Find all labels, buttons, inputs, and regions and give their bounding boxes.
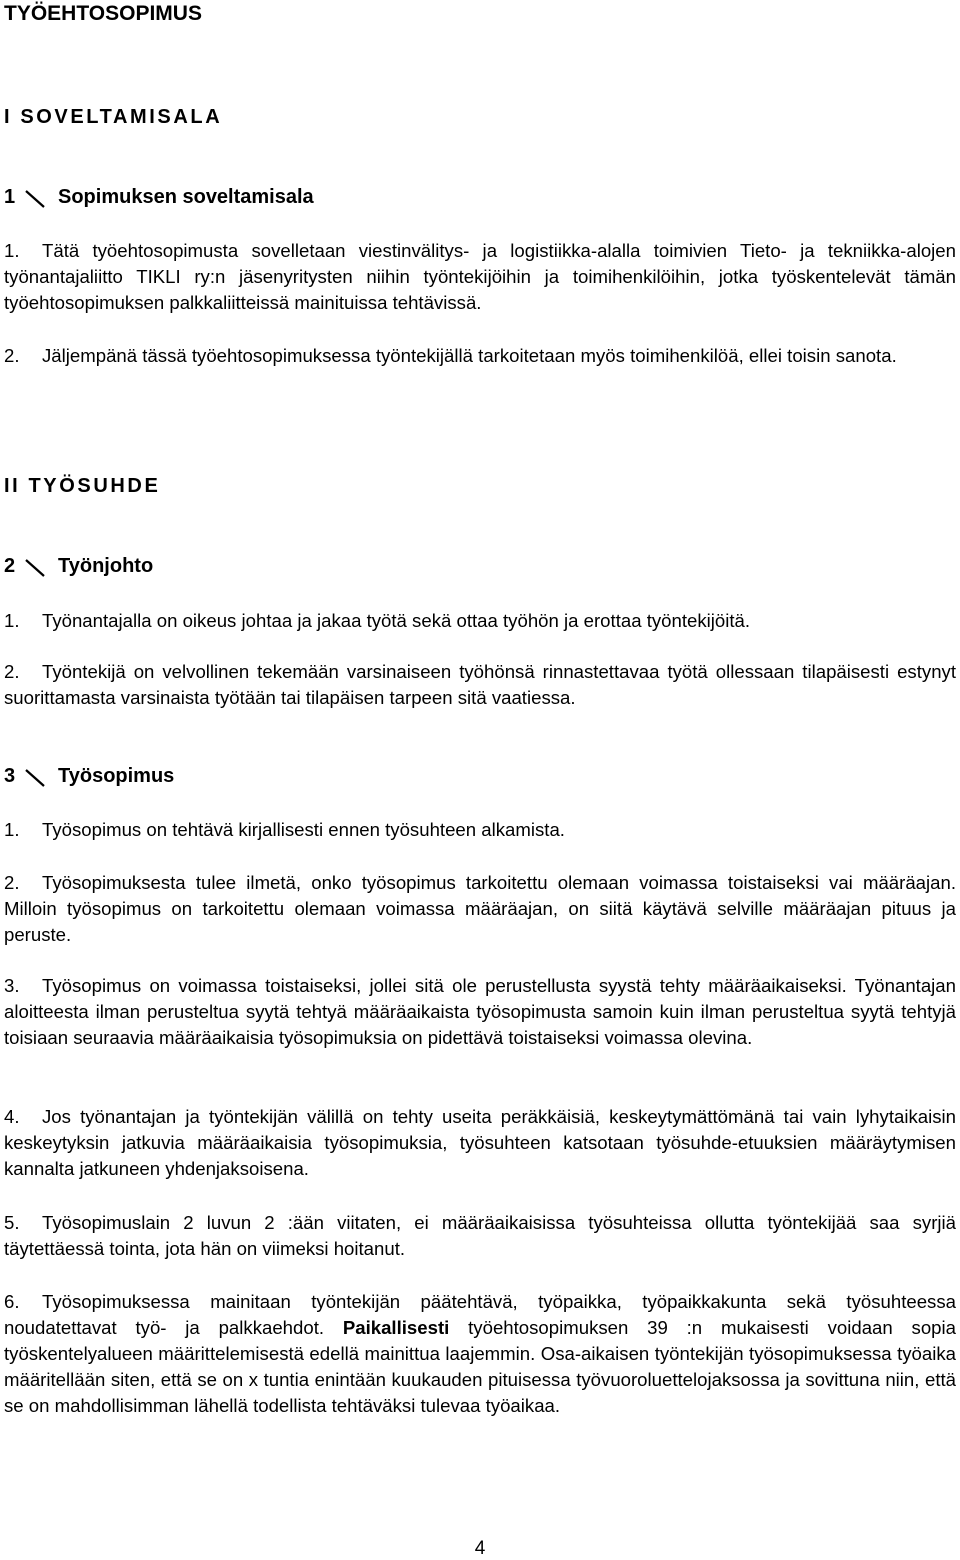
section-title: Työsopimus <box>58 765 175 787</box>
paragraph-bold-term: Paikallisesti <box>342 1317 450 1338</box>
paragraph-text: Jos työnantajan ja työntekijän välillä on tehty useita peräkkäisiä, keskeytymättömänä tai vain lyhytaikaisin keskeytyksin jatkuvia määräaikaisia työsopimuksia, työsuhteen katsotaan työsuhde-etuuksien määräytymisen kannalta jatkuneen yhdenjaksoisena. <box>4 1106 956 1179</box>
paragraph-text: Tätä työehtosopimusta sovelletaan viestinvälitys- ja logistiikka-alalla toimivien Tieto- ja tekniikka-alojen työnantajaliitto TIKLI ry:n jäsenyritysten niihin työntekijöihin ja toimihenkilöihin, jotka työskentelevät tämän työehtosopimuksen palkkaliitteissä mainituissa tehtävissä. <box>4 240 956 313</box>
paragraph-number: 1. <box>4 610 20 631</box>
paragraph-number: 3. <box>4 975 20 996</box>
section-title: Työnjohto <box>58 555 154 577</box>
paragraph-number: 2. <box>4 345 20 366</box>
paragraph-2-2 <box>4 659 956 711</box>
paragraph-3-3 <box>4 973 956 1051</box>
paragraph-3-2 <box>4 870 956 948</box>
paragraph-number: 2. <box>4 872 20 893</box>
section-number: 1 <box>4 186 16 208</box>
section-number: 2 <box>4 555 16 577</box>
section-title: Sopimuksen soveltamisala <box>58 186 314 208</box>
paragraph-3-6 <box>4 1289 956 1419</box>
paragraph-3-1 <box>4 817 956 843</box>
paragraph-text: Työsopimuslain 2 luvun 2 :ään viitaten, ei määräaikaisissa työsuhteissa ollutta työntekijää saa syrjiä täytettäessä tointa, jota hän on viimeksi hoitanut. <box>4 1212 956 1259</box>
paragraph-text: Työsopimuksesta tulee ilmetä, onko työsopimus tarkoitettu olemaan voimassa toistaiseksi vai määräajan. Milloin työsopimus on tarkoitettu olemaan voimassa määräajan, on siitä käytävä selville määräajan pituus ja peruste. <box>4 872 956 945</box>
paragraph-text: Työntekijä on velvollinen tekemään varsinaiseen työhönsä rinnastettavaa työtä ollessaan tilapäisesti estynyt suorittamasta varsinaista työtään tai tilapäisen tarpeen sitä vaatiessa. <box>4 661 956 708</box>
section-heading-3 <box>4 765 174 788</box>
paragraph-1-2 <box>4 343 956 369</box>
paragraph-number: 4. <box>4 1106 20 1127</box>
paragraph-number: 6. <box>4 1291 20 1312</box>
part-heading-tyosuhde: II TYÖSUHDE <box>4 475 161 497</box>
paragraph-number: 2. <box>4 661 20 682</box>
paragraph-number: 1. <box>4 240 20 261</box>
page-number: 4 <box>474 1538 486 1559</box>
part-heading-soveltamisala: I SOVELTAMISALA <box>4 106 223 128</box>
section-heading-2 <box>4 555 153 578</box>
paragraph-text: Työsopimuksessa mainitaan työntekijän päätehtävä, työpaikka, työpaikkakunta sekä työsuhteessa noudatettavat työ- ja palkkaehdot. <box>4 1291 956 1338</box>
section-heading-1 <box>4 186 314 209</box>
paragraph-number: 1. <box>4 819 20 840</box>
paragraph-text-continued: työehtosopimuksen 39 :n mukaisesti voidaan sopia työskentelyalueen määrittelemisestä edellä mainittua laajemmin. Osa-aikaisen työntekijän työsopimuksessa työaika määritellään siten, että se on x tuntia enintään kuukauden pituisessa työvuoroluettelojaksossa ja sovittuna niin, että se on mahdollisimman lähellä todellista tehtäväksi tulevaa työaikaa. <box>4 1317 956 1416</box>
paragraph-text: Jäljempänä tässä työehtosopimuksessa työntekijällä tarkoitetaan myös toimihenkilöä, ellei toisin sanota. <box>42 345 897 366</box>
paragraph-text: Työnantajalla on oikeus johtaa ja jakaa työtä sekä ottaa työhön ja erottaa työntekijöitä. <box>42 610 751 631</box>
paragraph-1-1 <box>4 238 956 316</box>
section-mark-icon <box>24 186 58 209</box>
paragraph-text: Työsopimus on tehtävä kirjallisesti ennen työsuhteen alkamista. <box>42 819 565 840</box>
paragraph-3-4 <box>4 1104 956 1182</box>
section-number: 3 <box>4 765 16 787</box>
paragraph-number: 5. <box>4 1212 20 1233</box>
paragraph-text: Työsopimus on voimassa toistaiseksi, jollei sitä ole perustellusta syystä tehty määräaikaiseksi. Työnantajan aloitteesta ilman perusteltua syytä tehtyä määräaikaista työsopimusta samoin kuin ilman perusteltua syytä tehtyjä toisiaan seuraavia määräaikaisia työsopimuksia on pidettävä toistaiseksi voimassa olevina. <box>4 975 956 1048</box>
section-mark-icon <box>24 765 58 788</box>
paragraph-3-5 <box>4 1210 956 1262</box>
document-title: TYÖEHTOSOPIMUS <box>4 2 202 25</box>
paragraph-2-1 <box>4 608 956 634</box>
section-mark-icon <box>24 555 58 578</box>
